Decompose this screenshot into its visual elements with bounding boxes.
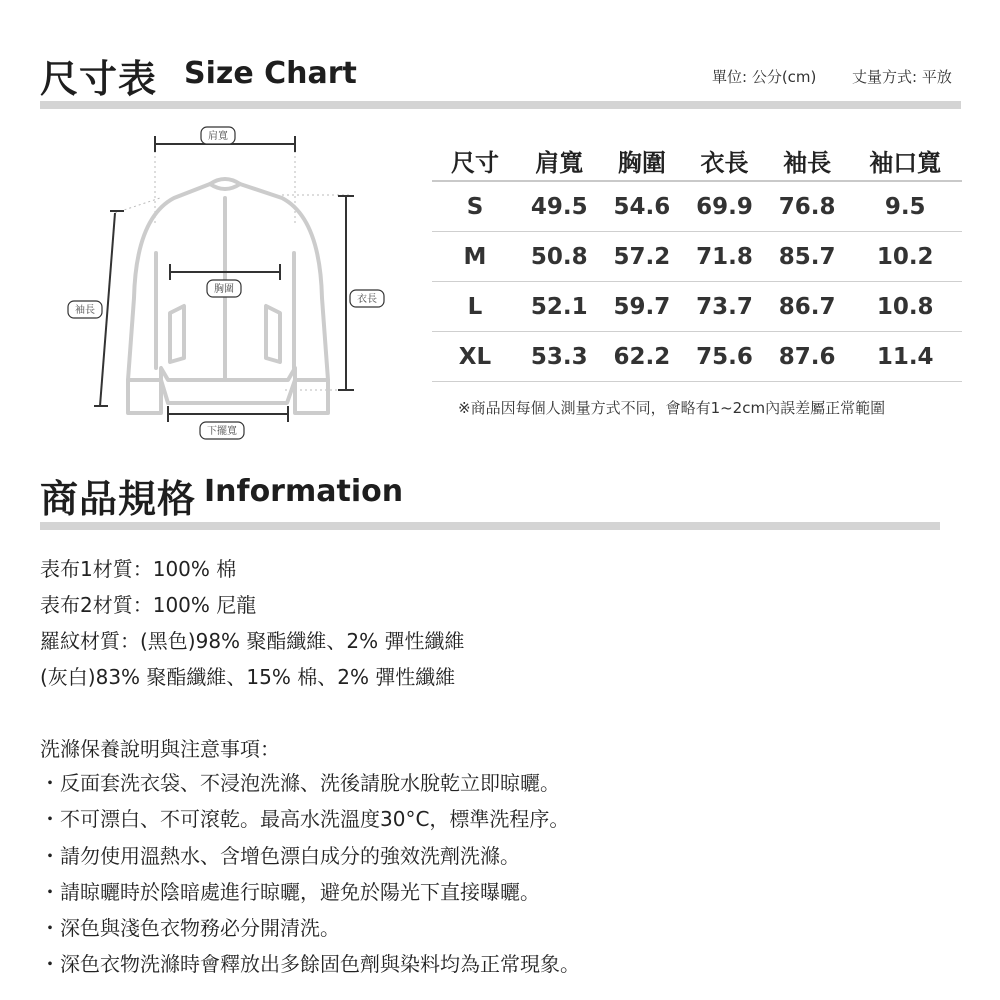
care-title: 洗滌保養說明與注意事項： [40,737,280,761]
cell-chest: 57.2 [601,232,684,282]
header-sleeve: 袖長 [766,140,849,181]
header-size: 尺寸 [432,140,518,181]
table-row [432,332,962,382]
size-chart-title-en: Size Chart [184,56,357,91]
header-length: 衣長 [683,140,766,181]
care-item: ・請晾曬時於陰暗處進行晾曬，避免於陽光下直接曝曬。 [40,880,540,904]
material-line: (灰白)83% 聚酯纖維、15% 棉、2% 彈性纖維 [40,665,456,689]
care-item: ・深色衣物洗滌時會釋放出多餘固色劑與染料均為正常現象。 [40,952,580,976]
cell-sleeve: 76.8 [766,181,849,232]
cell-size: M [432,232,518,282]
shoulder-label: 肩寬 [208,131,228,142]
cell-cuff: 11.4 [848,332,962,382]
care-item: ・不可漂白、不可滾乾。最高水洗溫度30°C，標準洗程序。 [40,807,570,831]
table-row [432,232,962,282]
unit-label: 單位: 公分(cm) [712,68,817,86]
section-divider [40,522,940,530]
cell-sleeve: 87.6 [766,332,849,382]
sleeve-label: 袖長 [75,305,95,316]
cell-shoulder: 53.3 [518,332,601,382]
info-title-en: Information [204,474,404,509]
cell-length: 71.8 [683,232,766,282]
info-title: 商品規格 [40,477,197,521]
care-item: ・請勿使用溫熱水、含增色漂白成分的強效洗劑洗滌。 [40,844,520,868]
cell-sleeve: 86.7 [766,282,849,332]
header-chest: 胸圍 [601,140,684,181]
cell-size: XL [432,332,518,382]
cell-length: 69.9 [683,181,766,232]
chest-label: 胸圍 [214,284,234,295]
cell-sleeve: 85.7 [766,232,849,282]
material-line: 表布2材質：100% 尼龍 [40,593,257,617]
care-item: ・深色與淺色衣物務必分開清洗。 [40,916,340,940]
cell-chest: 54.6 [601,181,684,232]
header-shoulder: 肩寬 [518,140,601,181]
cell-shoulder: 52.1 [518,282,601,332]
length-label: 衣長 [357,294,377,305]
cell-chest: 59.7 [601,282,684,332]
size-table-header [432,140,962,181]
measurement-note: ※商品因每個人測量方式不同，會略有1~2cm內誤差屬正常範圍 [458,399,886,417]
cell-size: L [432,282,518,332]
cell-length: 73.7 [683,282,766,332]
cell-shoulder: 50.8 [518,232,601,282]
table-row [432,282,962,332]
cell-cuff: 10.2 [848,232,962,282]
hem-label: 下擺寬 [207,426,237,437]
material-line: 表布1材質：100% 棉 [40,557,237,581]
material-line: 羅紋材質：(黑色)98% 聚酯纖維、2% 彈性纖維 [40,629,465,653]
cell-length: 75.6 [683,332,766,382]
cell-size: S [432,181,518,232]
table-row [432,181,962,232]
cell-chest: 62.2 [601,332,684,382]
section-divider [40,101,961,109]
size-chart-title: 尺寸表 [40,57,158,101]
measure-method-label: 丈量方式: 平放 [852,68,952,86]
care-item: ・反面套洗衣袋、不浸泡洗滌、洗後請脫水脫乾立即晾曬。 [40,771,560,795]
cell-cuff: 10.8 [848,282,962,332]
cell-shoulder: 49.5 [518,181,601,232]
jacket-diagram [60,118,420,448]
size-table [432,140,962,382]
header-cuff: 袖口寬 [848,140,962,181]
cell-cuff: 9.5 [848,181,962,232]
